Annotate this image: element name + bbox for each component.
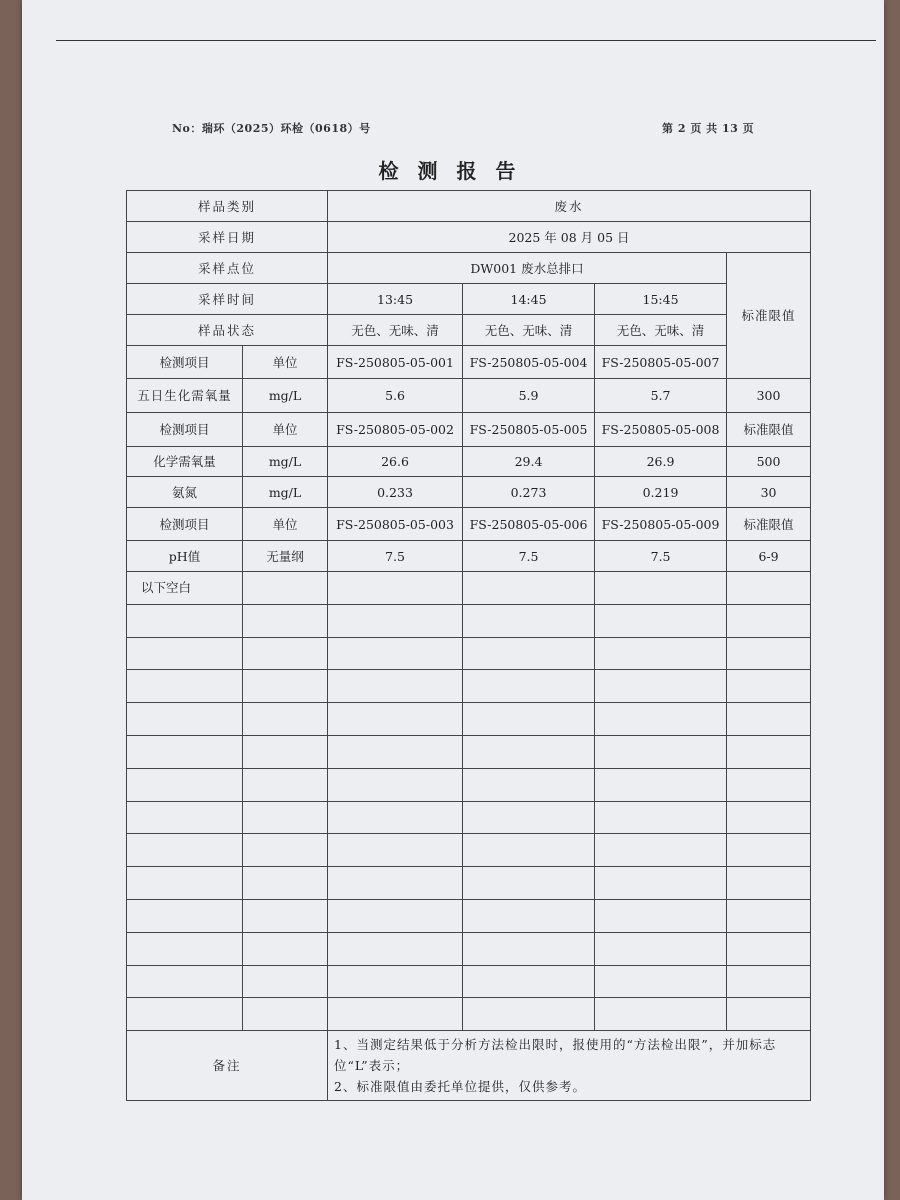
empty-cell (463, 604, 595, 637)
empty-cell (328, 834, 463, 867)
blank-below-note: 以下空白 (127, 572, 243, 605)
empty-row (127, 932, 811, 965)
row-blank-below (127, 572, 811, 605)
cod-limit: 500 (727, 447, 811, 477)
empty-cell (595, 899, 727, 932)
empty-cell (243, 867, 328, 900)
remarks-content (328, 1031, 811, 1101)
empty-cell (328, 572, 463, 605)
sample-state-label: 样品状态 (127, 315, 328, 346)
nh3-unit: mg/L (243, 477, 328, 508)
empty-cell (727, 637, 811, 670)
report-title: 检 测 报 告 (378, 159, 522, 183)
empty-cell (328, 801, 463, 834)
bod-value-2: 5.9 (463, 379, 595, 413)
empty-cell (463, 801, 595, 834)
row-sample-ids-3 (127, 508, 811, 541)
empty-cell (463, 932, 595, 965)
empty-cell (127, 932, 243, 965)
row-sample-ids-2 (127, 413, 811, 447)
sample-id-006: FS-250805-05-006 (463, 508, 595, 541)
empty-cell (463, 899, 595, 932)
empty-cell (463, 965, 595, 998)
page-info: 第 2 页 共 13 页 (662, 122, 755, 135)
empty-cell (328, 899, 463, 932)
item-label-3: 检测项目 (127, 508, 243, 541)
empty-cell (328, 867, 463, 900)
empty-cell (127, 670, 243, 703)
row-cod (127, 447, 811, 477)
empty-cell (127, 637, 243, 670)
empty-cell (595, 735, 727, 768)
empty-cell (595, 768, 727, 801)
empty-cell (328, 932, 463, 965)
empty-cell (328, 703, 463, 736)
empty-cell (463, 637, 595, 670)
row-sampling-time (127, 284, 811, 315)
sample-id-004: FS-250805-05-004 (463, 346, 595, 379)
sampling-date-value: 2025 年 08 月 05 日 (328, 222, 811, 253)
row-sample-ids-1 (127, 346, 811, 379)
ph-unit: 无量纲 (243, 541, 328, 572)
empty-cell (595, 801, 727, 834)
empty-cell (595, 932, 727, 965)
empty-row (127, 637, 811, 670)
empty-cell (595, 670, 727, 703)
empty-cell (595, 637, 727, 670)
empty-cell (595, 604, 727, 637)
empty-cell (243, 735, 328, 768)
empty-row (127, 965, 811, 998)
row-sampling-point (127, 253, 811, 284)
bod-unit: mg/L (243, 379, 328, 413)
empty-cell (595, 572, 727, 605)
bod-limit: 300 (727, 379, 811, 413)
header-rule (56, 40, 876, 41)
empty-cell (127, 867, 243, 900)
row-sample-state (127, 315, 811, 346)
nh3-value-2: 0.273 (463, 477, 595, 508)
bod-name: 五日生化需氧量 (127, 379, 243, 413)
row-sample-category (127, 191, 811, 222)
empty-cell (463, 670, 595, 703)
empty-cell (727, 735, 811, 768)
empty-cell (727, 834, 811, 867)
empty-row (127, 703, 811, 736)
empty-cell (243, 768, 328, 801)
empty-cell (243, 965, 328, 998)
bod-value-3: 5.7 (595, 379, 727, 413)
empty-cell (127, 768, 243, 801)
nh3-value-3: 0.219 (595, 477, 727, 508)
empty-cell (727, 703, 811, 736)
empty-cell (727, 801, 811, 834)
empty-cell (595, 834, 727, 867)
empty-cell (727, 670, 811, 703)
nh3-name: 氨氮 (127, 477, 243, 508)
remark-line-1: 1、当测定结果低于分析方法检出限时，报使用的“方法检出限”，并加标志位“L”表示； (334, 1037, 777, 1074)
empty-cell (328, 604, 463, 637)
sample-state-3: 无色、无味、清 (595, 315, 727, 346)
empty-cell (595, 703, 727, 736)
empty-cell (328, 965, 463, 998)
empty-cell (243, 572, 328, 605)
empty-cell (463, 867, 595, 900)
empty-row (127, 768, 811, 801)
empty-cell (243, 801, 328, 834)
sample-id-005: FS-250805-05-005 (463, 413, 595, 447)
ph-value-3: 7.5 (595, 541, 727, 572)
empty-cell (243, 899, 328, 932)
unit-label-3: 单位 (243, 508, 328, 541)
sample-id-008: FS-250805-05-008 (595, 413, 727, 447)
row-nh3 (127, 477, 811, 508)
empty-row (127, 604, 811, 637)
empty-cell (727, 604, 811, 637)
sample-category-value: 废水 (328, 191, 811, 222)
empty-cell (328, 998, 463, 1031)
remark-line-2: 2、标准限值由委托单位提供，仅供参考。 (334, 1079, 586, 1095)
ph-limit: 6-9 (727, 541, 811, 572)
empty-cell (127, 834, 243, 867)
empty-row (127, 899, 811, 932)
sampling-time-label: 采样时间 (127, 284, 328, 315)
empty-cell (243, 998, 328, 1031)
sampling-time-3: 15:45 (595, 284, 727, 315)
empty-cell (243, 604, 328, 637)
cod-value-1: 26.6 (328, 447, 463, 477)
empty-cell (727, 965, 811, 998)
empty-cell (328, 670, 463, 703)
item-label-1: 检测项目 (127, 346, 243, 379)
standard-limit-header-2: 标准限值 (727, 413, 811, 447)
sample-id-009: FS-250805-05-009 (595, 508, 727, 541)
standard-limit-header-3: 标准限值 (727, 508, 811, 541)
empty-cell (243, 932, 328, 965)
empty-cell (328, 735, 463, 768)
empty-cell (328, 637, 463, 670)
sample-id-007: FS-250805-05-007 (595, 346, 727, 379)
empty-cell (727, 899, 811, 932)
empty-cell (127, 604, 243, 637)
sample-category-label: 样品类别 (127, 191, 328, 222)
ph-value-1: 7.5 (328, 541, 463, 572)
cod-value-3: 26.9 (595, 447, 727, 477)
empty-cell (243, 834, 328, 867)
sample-id-002: FS-250805-05-002 (328, 413, 463, 447)
empty-row (127, 670, 811, 703)
sampling-point-value: DW001 废水总排口 (328, 253, 727, 284)
empty-cell (463, 998, 595, 1031)
empty-cell (727, 998, 811, 1031)
bod-value-1: 5.6 (328, 379, 463, 413)
sampling-point-label: 采样点位 (127, 253, 328, 284)
row-remarks (127, 1031, 811, 1101)
empty-cell (595, 965, 727, 998)
empty-cell (727, 932, 811, 965)
sample-id-003: FS-250805-05-003 (328, 508, 463, 541)
cod-value-2: 29.4 (463, 447, 595, 477)
unit-label-2: 单位 (243, 413, 328, 447)
standard-limit-header: 标准限值 (727, 253, 811, 379)
cod-name: 化学需氧量 (127, 447, 243, 477)
empty-cell (243, 703, 328, 736)
empty-cell (127, 998, 243, 1031)
row-sampling-date (127, 222, 811, 253)
empty-cell (595, 998, 727, 1031)
empty-cell (127, 703, 243, 736)
empty-cell (595, 867, 727, 900)
ph-name: pH值 (127, 541, 243, 572)
sampling-date-label: 采样日期 (127, 222, 328, 253)
sample-state-1: 无色、无味、清 (328, 315, 463, 346)
row-ph (127, 541, 811, 572)
cod-unit: mg/L (243, 447, 328, 477)
item-label-2: 检测项目 (127, 413, 243, 447)
nh3-limit: 30 (727, 477, 811, 508)
unit-label-1: 单位 (243, 346, 328, 379)
empty-cell (243, 637, 328, 670)
empty-cell (127, 735, 243, 768)
sampling-time-1: 13:45 (328, 284, 463, 315)
row-bod (127, 379, 811, 413)
empty-cell (727, 768, 811, 801)
sampling-time-2: 14:45 (463, 284, 595, 315)
empty-row (127, 998, 811, 1031)
empty-cell (463, 572, 595, 605)
report-number: No：瑞环（2025）环检（0618）号 (172, 122, 371, 135)
empty-row (127, 867, 811, 900)
report-table (126, 190, 811, 1101)
empty-cell (463, 703, 595, 736)
remarks-label: 备注 (127, 1031, 328, 1101)
sample-state-2: 无色、无味、清 (463, 315, 595, 346)
empty-cell (463, 735, 595, 768)
empty-cell (727, 867, 811, 900)
empty-cell (463, 768, 595, 801)
empty-cell (243, 670, 328, 703)
empty-cell (127, 801, 243, 834)
nh3-value-1: 0.233 (328, 477, 463, 508)
empty-row (127, 735, 811, 768)
empty-row (127, 801, 811, 834)
sample-id-001: FS-250805-05-001 (328, 346, 463, 379)
empty-cell (727, 572, 811, 605)
empty-cell (127, 899, 243, 932)
empty-cell (127, 965, 243, 998)
empty-row (127, 834, 811, 867)
empty-cell (328, 768, 463, 801)
ph-value-2: 7.5 (463, 541, 595, 572)
empty-cell (463, 834, 595, 867)
